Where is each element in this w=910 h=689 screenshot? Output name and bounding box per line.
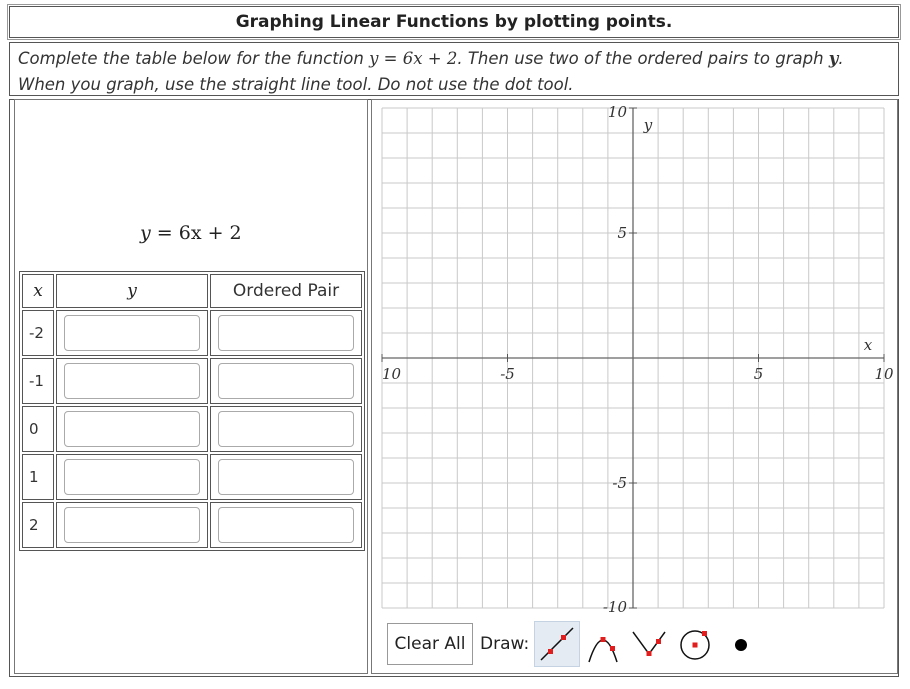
parabola-tool-button[interactable] <box>580 621 626 667</box>
x-value: 0 <box>22 406 54 452</box>
function-equation: y = 6x + 2 <box>140 222 242 244</box>
y-tick-label: -10 <box>602 598 627 615</box>
y-answer-input[interactable] <box>64 315 200 351</box>
y-column-header: y <box>56 274 208 308</box>
graph-toolbar <box>387 621 764 667</box>
x-value: -2 <box>22 310 54 356</box>
absolute-value-tool-button[interactable] <box>626 621 672 667</box>
page-title: Graphing Linear Functions by plotting points. <box>9 6 899 38</box>
y-answer-input[interactable] <box>64 459 200 495</box>
y-answer-input[interactable] <box>64 507 200 543</box>
y-axis-label: y <box>643 116 653 134</box>
table-row <box>22 406 362 452</box>
table-row <box>22 502 362 548</box>
x-tick-label: 10 <box>874 365 894 383</box>
values-table <box>19 271 365 551</box>
table-row <box>22 454 362 500</box>
line-tool-icon <box>537 624 577 664</box>
y-tick-label: 10 <box>607 103 627 121</box>
y-tick-label: -5 <box>612 474 627 492</box>
parabola-tool-icon <box>583 624 623 664</box>
ordered-pair-input[interactable] <box>218 363 354 399</box>
point-tool-icon <box>721 624 761 664</box>
instructions: Complete the table below for the function y = 6x + 2. Then use two of the ordered pairs to graph y. When you graph, use the straight line tool. Do not use the dot tool. <box>9 42 899 96</box>
ordered-pair-input[interactable] <box>218 411 354 447</box>
draw-label: Draw: <box>480 634 530 654</box>
coordinate-grid[interactable] <box>374 100 894 615</box>
circle-tool-icon <box>675 624 715 664</box>
absolute-value-tool-icon <box>629 624 669 664</box>
point-tool-button[interactable] <box>718 621 764 667</box>
x-value: -1 <box>22 358 54 404</box>
x-column-header: x <box>22 274 54 308</box>
ordered-pair-column-header: Ordered Pair <box>210 274 362 308</box>
y-answer-input[interactable] <box>64 363 200 399</box>
x-tick-label: 5 <box>753 365 764 383</box>
ordered-pair-input[interactable] <box>218 459 354 495</box>
table-row <box>22 310 362 356</box>
y-tick-label: 5 <box>617 224 627 242</box>
clear-all-button[interactable]: Clear All <box>387 623 473 665</box>
x-tick-label: -5 <box>500 365 515 383</box>
line-tool-button[interactable] <box>534 621 580 667</box>
x-tick-label: 10 <box>382 365 402 383</box>
ordered-pair-input[interactable] <box>218 315 354 351</box>
circle-tool-button[interactable] <box>672 621 718 667</box>
x-axis-label: x <box>863 336 873 354</box>
ordered-pair-input[interactable] <box>218 507 354 543</box>
x-value: 2 <box>22 502 54 548</box>
x-value: 1 <box>22 454 54 500</box>
table-row <box>22 358 362 404</box>
y-answer-input[interactable] <box>64 411 200 447</box>
